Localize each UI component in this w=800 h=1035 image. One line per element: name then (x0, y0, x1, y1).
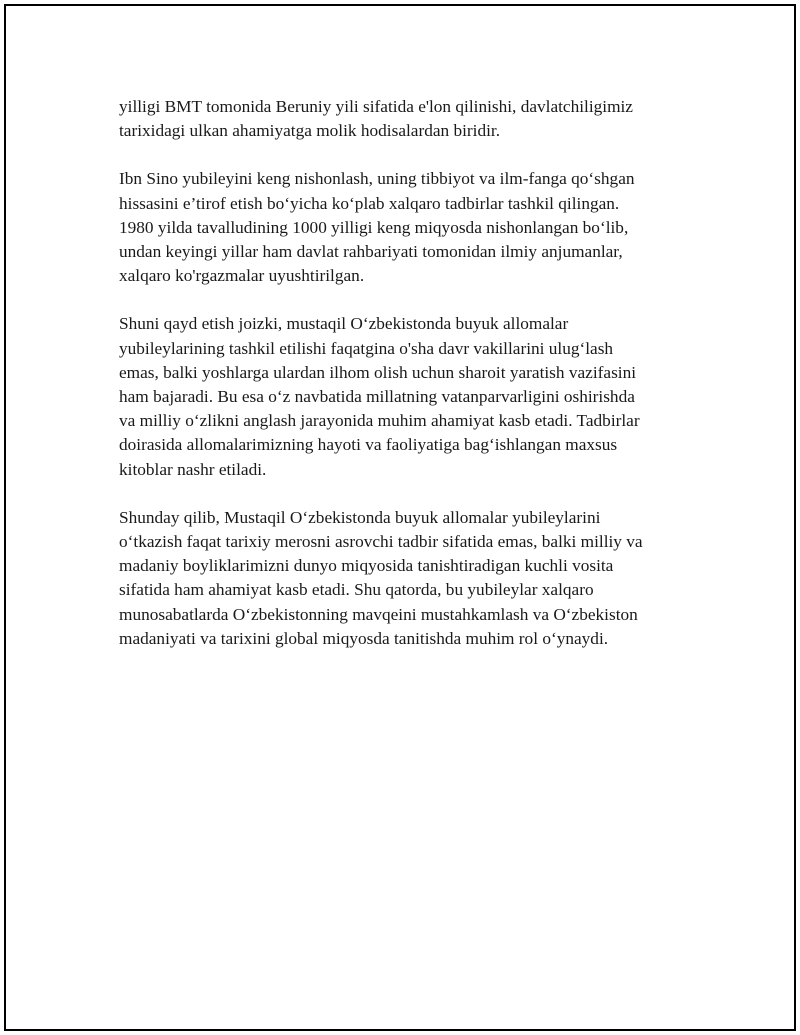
paragraph-2: Ibn Sino yubileyini keng nishonlash, uning tibbiyot va ilm-fanga qo‘shgan hissasini e’tirof etish bo‘yicha ko‘plab xalqaro tadbirlar tashkil qilingan. 1980 yilda tavalludining 1000 yilligi keng miqyosda nishonlangan bo‘lib, undan keyingi yillar ham davlat rahbariyati tomonidan ilmiy anjumanlar, xalqaro ko'rgazmalar uyushtirilgan. (119, 169, 635, 286)
document-page (4, 4, 796, 1031)
paragraph-3: Shuni qayd etish joizki, mustaqil O‘zbekistonda buyuk allomalar yubileylarining tashkil etilishi faqatgina o'sha davr vakillarini ulug‘lash emas, balki yoshlarga ulardan ilhom olish uchun sharoit yaratish vazifasini ham bajaradi. Bu esa o‘z navbatida millatning vatanparvarligini oshirishda va milliy o‘zlikni anglash jarayonida muhim ahamiyat kasb etadi. Tadbirlar doirasida allomalarimizning hayoti va faoliyatiga bag‘ishlangan maxsus kitoblar nashr etiladi. (119, 314, 640, 479)
document-body (119, 95, 689, 675)
paragraph-1: yilligi BMT tomonida Beruniy yili sifatida e'lon qilinishi, davlatchiligimiz tarixidagi ulkan ahamiyatga molik hodisalardan biridir. (119, 97, 633, 141)
paragraph-4: Shunday qilib, Mustaqil O‘zbekistonda buyuk allomalar yubileylarini o‘tkazish faqat tarixiy merosni asrovchi tadbir sifatida emas, balki milliy va madaniy boyliklarimizni dunyo miqyosida tanishtiradigan kuchli vosita sifatida ham ahamiyat kasb etadi. Shu qatorda, bu yubileylar xalqaro munosabatlarda O‘zbekistonning mavqeini mustahkamlash va O‘zbekiston madaniyati va tarixini global miqyosda tanitishda muhim rol o‘ynaydi. (119, 507, 643, 648)
